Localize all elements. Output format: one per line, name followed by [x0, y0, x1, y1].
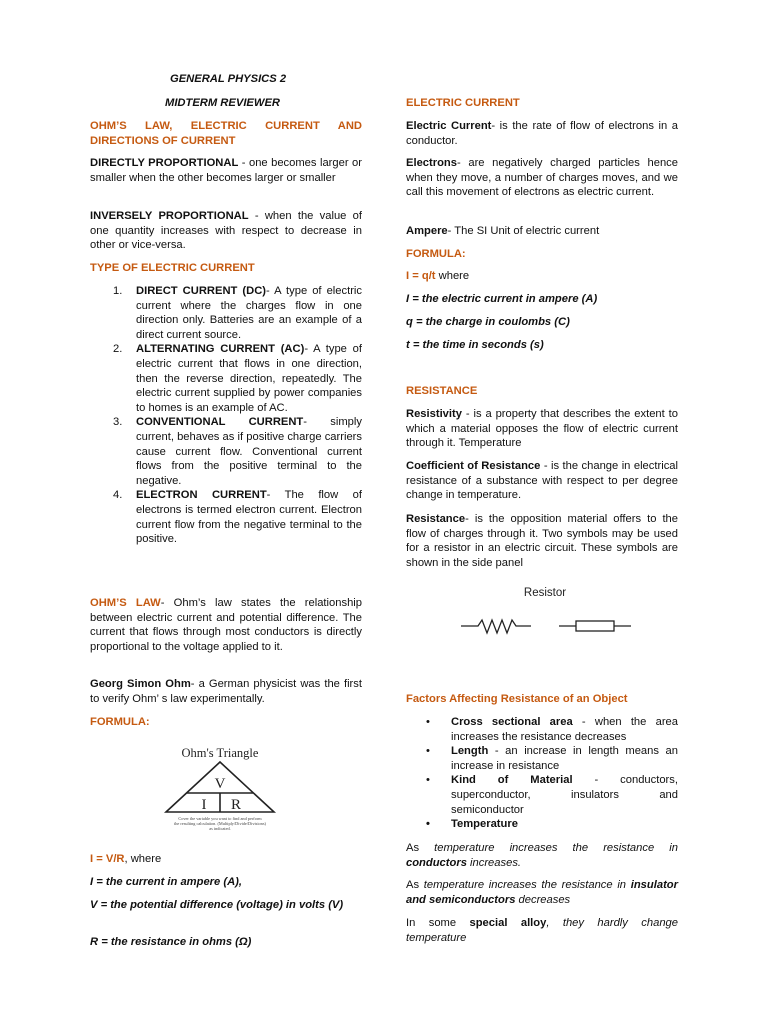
formula-heading-right: FORMULA:	[406, 248, 466, 260]
ohms-triangle-figure	[140, 740, 300, 840]
bullet: •	[426, 774, 430, 787]
text-run: As	[406, 842, 435, 854]
bullet: •	[426, 818, 430, 831]
list-number: 2.	[113, 343, 123, 356]
term: DIRECT CURRENT (DC)	[136, 285, 267, 297]
term: Resistivity	[406, 408, 462, 420]
list-item	[406, 773, 678, 817]
definition: - an increase in length means an increase in resistance	[451, 745, 678, 772]
text-run: temperature increases the resistance in	[434, 842, 678, 854]
term: Cross sectional area	[451, 716, 573, 728]
definition: - is the opposition material offers to the flow of charges through it. Two symbols may be used for a resistor in an electric circuit. These symbols are shown in the side panel	[406, 513, 678, 569]
list-item	[406, 715, 678, 744]
resistor-symbols-figure	[451, 580, 651, 640]
term: Coefficient of Resistance	[406, 460, 541, 472]
box-resistor-icon	[576, 621, 614, 631]
text-run: As	[406, 879, 424, 891]
resistor-label: Resistor	[523, 587, 567, 599]
list-item	[406, 744, 678, 773]
term: Temperature	[451, 818, 518, 831]
definition: - is a property that describes the extent to which a material opposes the flow of electric current through it. Temperature	[406, 408, 678, 450]
list-number: 1.	[113, 285, 123, 297]
text-run: decreases	[515, 893, 571, 906]
triangle-caption: the resulting calculation. (Multiply/Divide/Divisions)	[174, 821, 266, 826]
directly-proportional-def	[90, 156, 362, 185]
term: Georg Simon Ohm	[90, 678, 191, 690]
definition: - are negatively charged particles hence when they move, a number of charges moves, and we call this movement of electrons as electric current.	[406, 157, 678, 199]
temp-conductors-note	[406, 841, 678, 870]
section-title-ohms-law: OHM’S LAW, ELECTRIC CURRENT AND DIRECTIONS OF CURRENT	[90, 120, 362, 147]
list-item	[90, 284, 362, 342]
equation: I = q/t	[406, 270, 436, 282]
georg-ohm-def	[90, 677, 362, 706]
resistance-def	[406, 512, 678, 570]
list-item	[90, 415, 362, 488]
definition: - is the rate of flow of electrons in a conductor.	[406, 120, 678, 147]
text-run: insulator and semiconductors	[406, 879, 678, 906]
definition: - when the value of one quantity increases with respect to decrease in other or vice-versa.	[90, 210, 362, 252]
def-charge: q = the charge in coulombs (C)	[406, 316, 570, 328]
term: Ampere	[406, 225, 448, 237]
bullet: •	[426, 716, 430, 728]
formula-i-qt	[406, 269, 678, 284]
list-number: 4.	[113, 489, 123, 502]
electrons-def	[406, 156, 678, 200]
formula-i-vr	[90, 852, 362, 867]
factors-heading: Factors Affecting Resistance of an Object	[406, 693, 628, 705]
formula-heading-left: FORMULA:	[90, 716, 150, 728]
triangle-v: V	[214, 776, 226, 792]
definition: - A type of electric current where the charges flow in one direction only. Batteries are an example of a direct current source.	[136, 285, 362, 341]
definition: - one becomes larger or smaller when the other becomes larger or smaller	[90, 157, 362, 184]
ampere-def	[406, 224, 678, 239]
definition: - a German physicist was the first to verify Ohm’ s law experimentally.	[90, 678, 362, 705]
list-item	[90, 488, 362, 546]
text-run: temperature increases the resistance in	[423, 879, 627, 891]
term: Kind of Material	[451, 774, 573, 787]
definition: - conductors, superconductor, insulators and semiconductor	[451, 774, 678, 816]
text-run: increases.	[466, 856, 522, 869]
triangle-caption: as indicated.	[209, 826, 231, 831]
special-alloy-note	[406, 916, 678, 945]
formula-suffix: where	[435, 270, 470, 282]
definition: - A type of electric current that flows in one direction, then the reverse direction, repeatedly. The electric current supplied by power companies to homes is an example of AC.	[136, 343, 362, 414]
text-run: conductors	[406, 856, 467, 869]
def-current: I = the current in ampere (A),	[90, 876, 242, 888]
def-resistance: R = the resistance in ohms (Ω)	[90, 936, 252, 948]
types-heading: TYPE OF ELECTRIC CURRENT	[90, 262, 255, 274]
triangle-r: R	[230, 797, 242, 813]
definition: - Ohm’s law states the relationship between electric current and potential difference. The current that flows through most conductors is directly proportional to the voltage applied to it.	[90, 597, 362, 653]
bullet: •	[426, 745, 430, 758]
term: CONVENTIONAL CURRENT	[136, 416, 304, 429]
def-voltage: V = the potential difference (voltage) in volts (V)	[90, 899, 344, 911]
resistance-heading: RESISTANCE	[406, 385, 478, 397]
triangle-caption: Cover the variable you want to find and perform	[178, 816, 262, 821]
text-run: special alloy	[469, 917, 547, 929]
definition: - is the change in electrical resistance of a substance with respect to per degree change in temperature.	[406, 460, 678, 502]
midterm-subtitle: MIDTERM REVIEWER	[165, 97, 280, 109]
course-title: GENERAL PHYSICS 2	[170, 73, 287, 85]
list-number: 3.	[113, 416, 123, 429]
definition: - The SI Unit of electric current	[447, 225, 600, 237]
definition: - when the area increases the resistance decreases	[451, 716, 678, 743]
inversely-proportional-def	[90, 209, 362, 253]
coefficient-def	[406, 459, 678, 503]
term: DIRECTLY PROPORTIONAL	[90, 157, 239, 169]
def-time: t = the time in seconds (s)	[406, 339, 544, 351]
term: ELECTRON CURRENT	[136, 489, 267, 502]
definition: - The flow of electrons is termed electron current. Electron current flow from the negative terminal to the positive.	[136, 489, 362, 546]
definition: - simply current, behaves as if positive charge carriers cause current flow. Conventional current flows from the positive terminal to the negative.	[136, 416, 362, 487]
term: ALTERNATING CURRENT (AC)	[136, 343, 305, 356]
factors-list	[406, 715, 678, 832]
formula-suffix: , where	[124, 853, 162, 865]
term: Length	[451, 745, 489, 758]
types-list	[90, 284, 362, 547]
electric-current-heading: ELECTRIC CURRENT	[406, 97, 520, 109]
text-run: In some	[406, 917, 470, 929]
zigzag-resistor-icon	[461, 620, 531, 633]
list-item	[90, 342, 362, 415]
ohms-law-def	[90, 596, 362, 654]
resistivity-def	[406, 407, 678, 451]
term: OHM’S LAW	[90, 597, 161, 609]
electric-current-def	[406, 119, 678, 148]
triangle-title: Ohm's Triangle	[181, 746, 259, 760]
term: Resistance	[406, 513, 466, 525]
term: INVERSELY PROPORTIONAL	[90, 210, 249, 222]
term: Electrons	[406, 157, 457, 169]
text-run: , they hardly change temperature	[406, 917, 678, 944]
equation: I = V/R	[90, 853, 125, 865]
triangle-i: I	[201, 797, 207, 813]
temp-insulators-note	[406, 878, 678, 907]
def-electric-current: I = the electric current in ampere (A)	[406, 293, 598, 305]
list-item	[406, 817, 678, 832]
term: Electric Current	[406, 120, 492, 132]
